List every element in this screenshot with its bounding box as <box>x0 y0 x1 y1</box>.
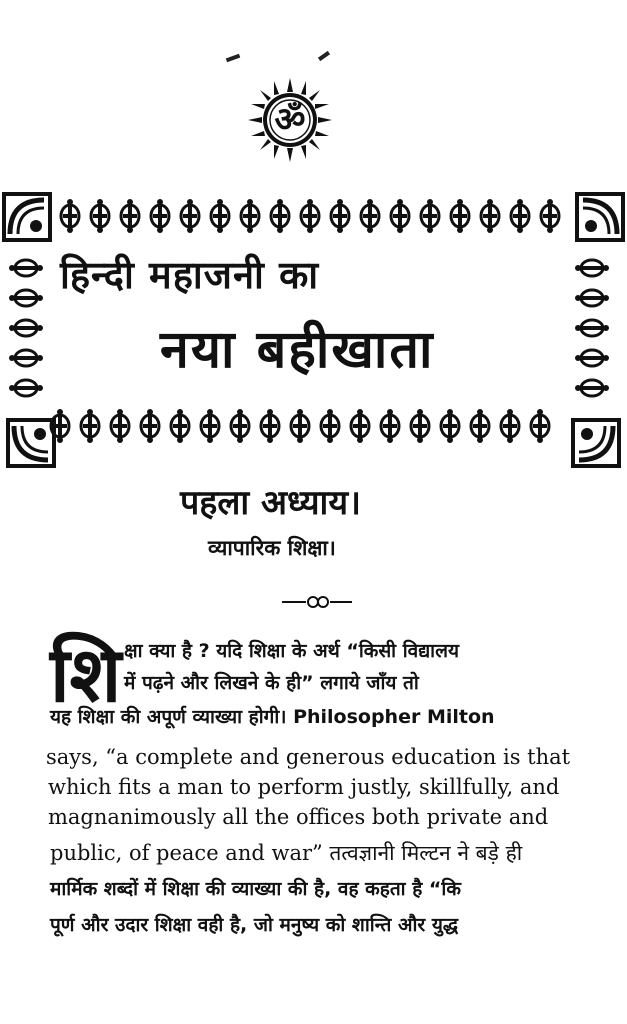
chapter-title: पहला अध्याय। <box>180 483 361 523</box>
title-line-1: हिन्दी महाजनी का <box>60 253 320 297</box>
body-line: magnanimously all the offices both private and <box>48 805 549 829</box>
body-line: क्षा क्या है ? यदि शिक्षा के अर्थ “किसी विद्यालय <box>124 640 460 662</box>
print-mark <box>226 54 241 63</box>
body-line: मार्मिक शब्दों में शिक्षा की व्याख्या की है, वह कहता है “कि <box>50 878 461 900</box>
body-line: which fits a man to perform justly, skillfully, and <box>48 775 560 799</box>
body-line: says, “a complete and generous education is that <box>46 745 571 769</box>
chapter-subtitle: व्यापारिक शिक्षा। <box>208 536 336 560</box>
body-line: public, of peace and war” तत्वज्ञानी मिल्टन ने बड़े ही <box>50 841 523 865</box>
body-line: पूर्ण और उदार शिक्षा वही है, जो मनुष्य को शान्ति और युद्ध <box>50 914 459 936</box>
title-line-2: नया बहीखाता <box>160 320 435 380</box>
om-symbol: ॐ <box>274 100 306 140</box>
drop-cap: शि <box>50 630 122 719</box>
divider-ornament-icon <box>282 594 352 610</box>
body-line: में पढ़ने और लिखने के ही” लगाये जाँय तो <box>124 672 419 694</box>
print-mark <box>318 51 330 61</box>
body-line: यह शिक्षा की अपूर्ण व्याख्या होगी। Philosopher Milton <box>50 706 495 728</box>
